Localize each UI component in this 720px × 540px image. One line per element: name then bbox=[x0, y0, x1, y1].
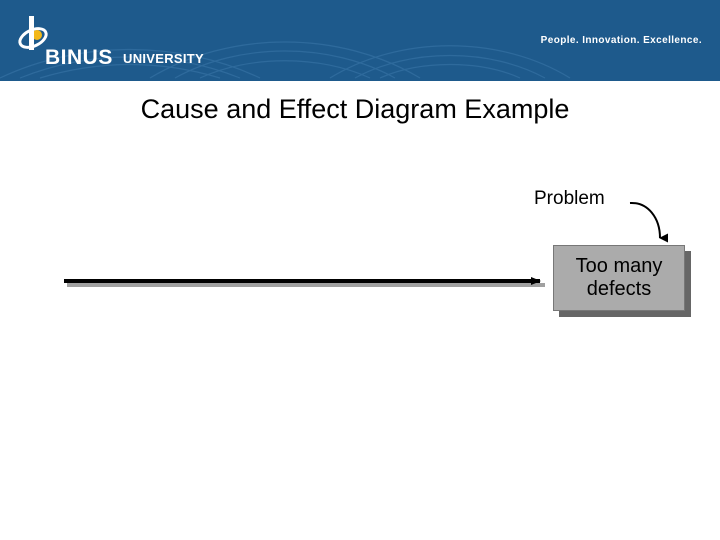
logo-subtitle: UNIVERSITY bbox=[123, 51, 205, 66]
curved-arrow-icon bbox=[630, 203, 660, 238]
problem-label: Problem bbox=[534, 188, 605, 209]
effect-text: Too many defects bbox=[575, 255, 663, 300]
logo-wordmark: BINUS bbox=[45, 46, 113, 69]
effect-box bbox=[553, 245, 685, 311]
slide-title: Cause and Effect Diagram Example bbox=[140, 94, 570, 124]
header-tagline: People. Innovation. Excellence. bbox=[540, 35, 702, 46]
